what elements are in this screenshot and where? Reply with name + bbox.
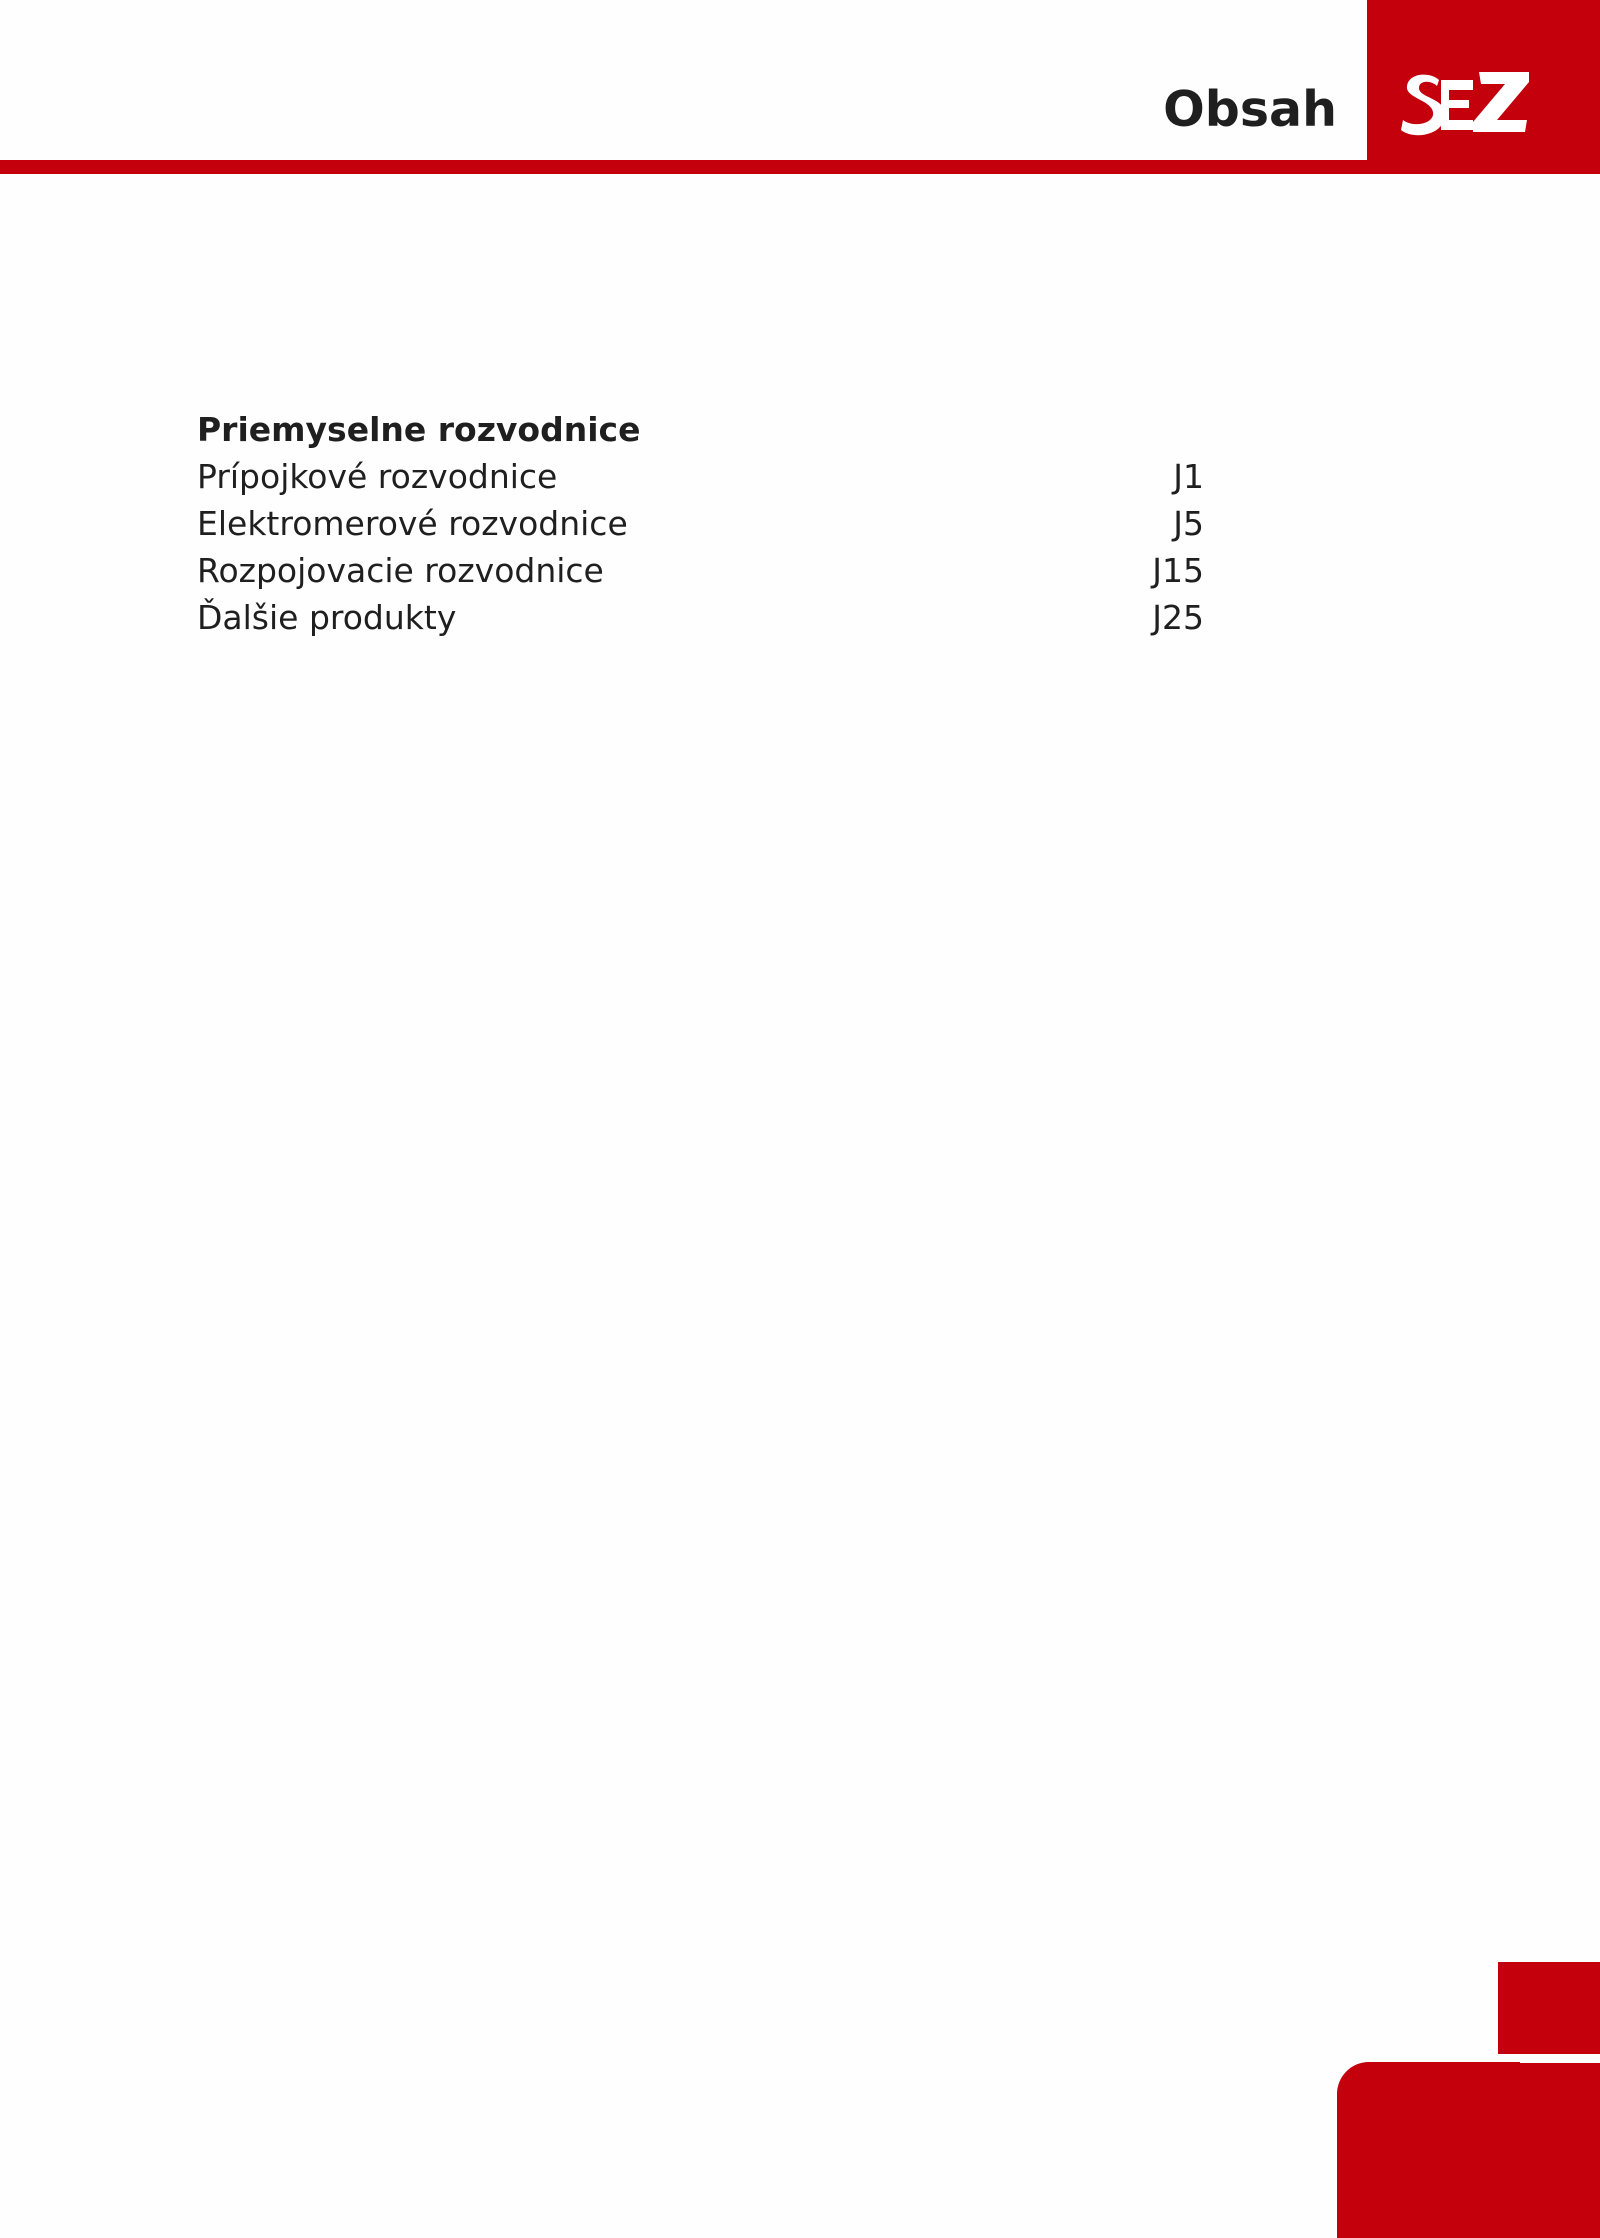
table-of-contents — [197, 406, 1204, 641]
sez-logo-icon — [1401, 68, 1531, 140]
toc-entry-label: Ďalšie produkty — [197, 598, 457, 637]
toc-entry-label: Rozpojovacie rozvodnice — [197, 551, 604, 590]
corner-decoration-square — [1498, 1962, 1600, 2054]
brand-logo — [1367, 0, 1600, 174]
header-rule — [0, 160, 1600, 174]
toc-entry-page: J1 — [1173, 457, 1204, 496]
toc-entry-label: Prípojkové rozvodnice — [197, 457, 558, 496]
toc-entry-page: J25 — [1152, 598, 1204, 637]
toc-entry-page: J15 — [1152, 551, 1204, 590]
corner-decoration-tab — [1337, 2062, 1600, 2238]
toc-entry[interactable] — [197, 453, 1204, 500]
toc-entry[interactable] — [197, 594, 1204, 641]
page-title: Obsah — [1163, 81, 1337, 138]
toc-entry[interactable] — [197, 547, 1204, 594]
corner-decoration-divider — [1520, 2060, 1600, 2063]
toc-entry[interactable] — [197, 500, 1204, 547]
toc-entry-label: Elektromerové rozvodnice — [197, 504, 628, 543]
toc-section-heading: Priemyselne rozvodnice — [197, 410, 641, 449]
toc-entry-page: J5 — [1173, 504, 1204, 543]
